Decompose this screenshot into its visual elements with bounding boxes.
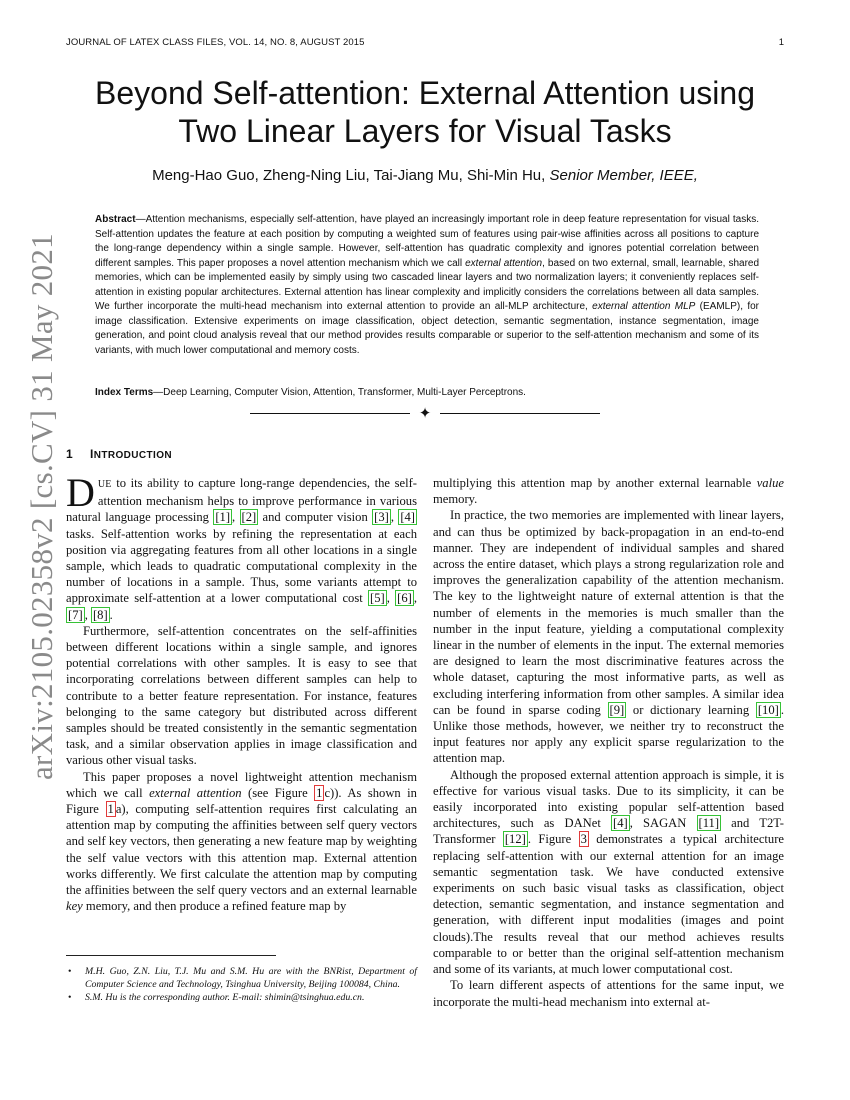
text-run: .	[109, 607, 113, 622]
text-run: . Figure	[527, 832, 579, 847]
left-column	[66, 470, 417, 914]
text-run: ,	[390, 510, 399, 525]
footnote-rule	[66, 955, 276, 956]
section-separator	[250, 405, 600, 421]
left-paragraph-1	[66, 470, 417, 623]
text-run: . Unlike those methods, however, we neither try to reconstruct the input features nor apply any explicit sparse regularization to the attention map.	[433, 702, 784, 766]
citation-link[interactable]: [4]	[613, 816, 628, 831]
section-number: 1	[66, 447, 74, 461]
footnotes	[66, 965, 417, 1004]
authors-affiliation: Senior Member, IEEE,	[549, 167, 698, 184]
author-list	[60, 167, 790, 184]
text-run: tasks. Self-attention works by refining the representation at each position via aggregating features from all other locations in a single sample, which leads to quadratic computational complexity in the number of locations in a sample. Thus, some variants attempt to approximate self-attention at a lower computational cost	[66, 526, 417, 606]
text-run: ,	[232, 510, 240, 525]
footnote-item	[66, 965, 417, 991]
text-run: ,	[386, 591, 396, 606]
left-paragraph-2: Furthermore, self-attention concentrates on the self-affinities between different locations within a single sample, and ignores potential correlations with other samples. It is easy to see that incorporating correlations between different samples can help to contribute to a better feature representation. For instance, features belonging to the same category but distributed across different samples should be treated consistently in the semantic segmentation task, and a similar observation applies in image classification and various other visual tasks.	[66, 623, 417, 768]
right-column	[433, 475, 784, 1010]
arxiv-stamp-text: arXiv:2105.02358v2 [cs.CV] 31 May 2021	[24, 233, 59, 780]
text-run: and T2T-Transformer	[433, 816, 784, 847]
text-run: ,	[84, 607, 91, 622]
text-run: Although the proposed external attention approach is simple, it is effective for various visual tasks. Due to its simplicity, it can be easily incorporated into existing popular self-attention based architectures, such as DANet	[433, 767, 784, 831]
citation-link[interactable]: [7]	[68, 607, 83, 622]
title-line-2: Two Linear Layers for Visual Tasks	[178, 113, 672, 149]
citation-link[interactable]: [12]	[504, 832, 526, 847]
section-heading	[66, 447, 172, 461]
italic-term: value	[756, 476, 784, 490]
text-run: and computer vision	[258, 510, 373, 525]
section-title-rest: NTRODUCTION	[93, 450, 173, 461]
bullet-icon: •	[68, 966, 72, 977]
text-run: a), computing self-attention requires first calculating an attention map by computing the affinities between self query vectors and self key vectors, then generating a new feature map by weighting the self value vectors with this attention map. External attention works differently. We first calculate the attention map by computing the affinities between the self query vectors and an external learnable	[66, 802, 417, 898]
figure-link[interactable]: 3	[580, 832, 587, 847]
figure-link[interactable]: 1	[316, 785, 323, 800]
text-run: (see Figure	[241, 785, 315, 800]
paper-title	[60, 74, 790, 150]
abstract-text-1: Attention mechanisms, especially self-attention, have played an increasingly important role in deep feature representation for visual tasks. Self-attention updates the feature at each position by computing a weighted sum of features using pair-wise affinities across all positions to capture the long-range dependency within a single sample. However, self-attention has quadratic complexity and ignores potential correlation between different samples. This paper proposes a novel attention mechanism which we call	[95, 214, 759, 269]
citation-link[interactable]: [5]	[370, 591, 385, 606]
authors-names: Meng-Hao Guo, Zheng-Ning Liu, Tai-Jiang Mu, Shi-Min Hu,	[152, 167, 546, 184]
text-run: In practice, the two memories are implemented with linear layers, and can thus be optimized by back-propagation in an end-to-end manner. They are independent of individual samples and shared across the entire dataset, which plays a strong regularization role and improves the generalization capability of the attention mechanism. The key to the lightweight nature of external attention is that the number of elements in the memories is much smaller than the number in the input feature, yielding a computational complexity linear in the number of elements in the input. The external memories are designed to learn the most discriminative features across the whole dataset, capturing the most informative parts, as well as excluding interfering information from other samples. A similar idea can be found in sparse coding	[433, 508, 784, 717]
citation-link[interactable]: [2]	[241, 510, 257, 525]
abstract-italic-2: external attention MLP	[592, 301, 696, 312]
bullet-icon: •	[68, 992, 72, 1003]
footnote-item	[66, 991, 417, 1004]
text-run: demonstrates a typical architecture replacing self-attention with our external attention for an image semantic segmentation task. We have conducted extensive experiments on such basic visual tasks as classification, object detection, semantic segmentation, and instance segmentation and generation, with different input modalities (images and point clouds).The results reveal that our method achieves results comparable to or better than the original self-attention mechanism and some of its variants, at much lower computational cost.	[433, 832, 784, 977]
separator-line-right	[440, 413, 600, 414]
right-paragraph-1	[433, 475, 784, 507]
citation-link[interactable]: [1]	[215, 510, 231, 525]
page-number: 1	[778, 37, 784, 48]
running-head: JOURNAL OF LATEX CLASS FILES, VOL. 14, NO. 8, AUGUST 2015	[66, 37, 365, 48]
citation-link[interactable]: [9]	[609, 702, 625, 717]
index-terms	[95, 386, 759, 400]
citation-link[interactable]: [3]	[374, 510, 389, 525]
text-run: to its ability to capture long-range dependencies, the self-attention mechanism helps to improve performance in various natural language processing	[66, 476, 417, 525]
text-run: multiplying this attention map by another external learnable	[433, 476, 757, 490]
arxiv-stamp	[22, 233, 62, 780]
section-title-first: I	[90, 447, 94, 461]
text-run: c)). As shown in Figure	[66, 785, 417, 817]
abstract-label: Abstract	[95, 214, 136, 225]
abstract-italic-1: external attention	[465, 257, 543, 269]
italic-term: external attention	[149, 785, 242, 800]
index-terms-text: —Deep Learning, Computer Vision, Attention, Transformer, Multi-Layer Perceptrons.	[153, 387, 526, 398]
left-paragraph-3	[66, 769, 417, 915]
text-run: , SAGAN	[629, 816, 697, 831]
citation-link[interactable]: [10]	[757, 702, 779, 717]
right-paragraph-2	[433, 507, 784, 766]
title-line-1: Beyond Self-attention: External Attention using	[95, 75, 755, 111]
text-run: This paper proposes a novel lightweight attention mechanism which we call	[66, 769, 417, 800]
drop-cap-tail: UE	[97, 479, 112, 490]
text-run: or dictionary learning	[626, 702, 756, 717]
footnote-text: S.M. Hu is the corresponding author. E-mail: shimin@tsinghua.edu.cn.	[85, 992, 365, 1003]
citation-link[interactable]: [8]	[92, 607, 108, 622]
index-terms-label: Index Terms	[95, 387, 154, 398]
footnote-text: M.H. Guo, Z.N. Liu, T.J. Mu and S.M. Hu are with the BNRist, Department of Computer Science and Technology, Tsinghua University, Beijing 100084, China.	[85, 966, 417, 990]
right-paragraph-4: To learn different aspects of attentions for the same input, we incorporate the multi-head mechanism into external at-	[433, 978, 784, 1009]
drop-cap: D	[66, 470, 95, 515]
italic-term: key	[66, 899, 83, 914]
citation-link[interactable]: [6]	[397, 591, 412, 606]
text-run: ,	[413, 591, 417, 606]
citation-link[interactable]: [11]	[698, 816, 720, 831]
right-paragraph-3	[433, 767, 784, 978]
abstract-dash: —	[135, 214, 146, 225]
separator-star-icon: ✦	[418, 406, 432, 422]
text-run: memory.	[433, 492, 478, 507]
abstract-text-3: (EAMLP), for image classification. Extensive experiments on image classification, object detection, semantic segmentation, instance segmentation, image generation, and point cloud analysis reveal that our method provides results comparable or superior to the self-attention mechanism and some of its variants, with much lower computational and memory costs.	[95, 301, 759, 356]
citation-link[interactable]: [4]	[400, 510, 415, 525]
abstract	[95, 213, 759, 358]
abstract-text-2: , based on two external, small, learnable, shared memories, which can be implemented easily by simply using two cascaded linear layers and two normalization layers; it conveniently replaces self-attention in existing popular architectures. External attention has linear complexity and implicitly considers the correlations between all data samples. We further incorporate the multi-head mechanism into external attention to provide an all-MLP architecture,	[95, 257, 760, 312]
text-run: memory, and then produce a refined feature map by	[82, 899, 347, 914]
figure-link[interactable]: 1	[107, 802, 114, 817]
